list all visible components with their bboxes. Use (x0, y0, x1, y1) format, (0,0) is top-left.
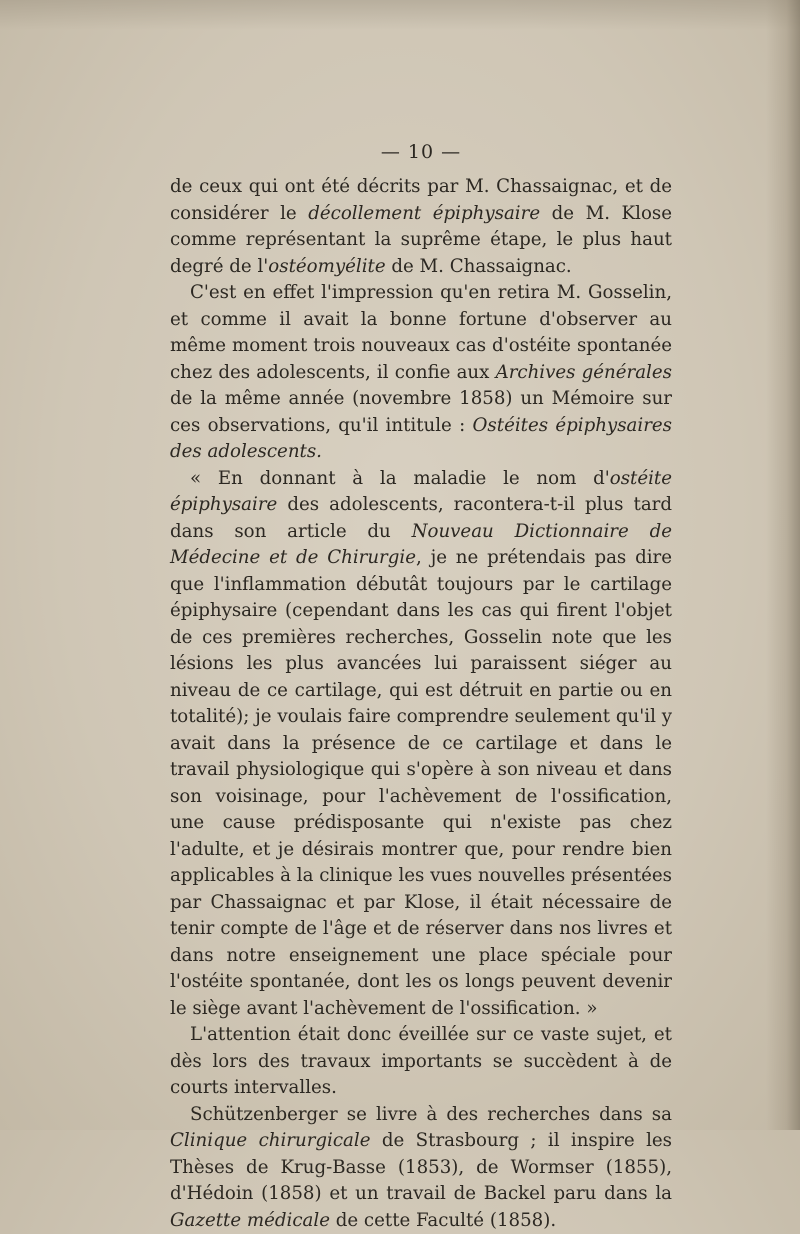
text-span: C'est en effet l'impression qu'en retira M. Gosselin, et comme il avait la bonne fortune d'observer au même moment trois nouveaux cas d'ostéite spontanée chez des adolescents, il confie aux (170, 282, 672, 383)
italic-term: ostéomyélite (268, 256, 385, 277)
text-span: de M. Chassaignac. (386, 256, 572, 277)
text-span: de la même année (novembre 1858) un Mémoire sur ces observations, qu'il intitule : (170, 388, 672, 436)
paragraph-1 (170, 174, 672, 280)
italic-term: Ostéites épiphysaires des adolescents. (170, 415, 672, 463)
italic-term: Clinique chirurgicale (170, 1130, 370, 1151)
text-span: de M. Klose comme représentant la suprême étape, le plus haut degré de l' (170, 203, 672, 277)
text-span: Schützenberger se livre à des recherches dans sa (190, 1104, 672, 1125)
italic-term: Gazette médicale (170, 1210, 330, 1231)
paper-edge-right (766, 0, 800, 1130)
text-span: L'attention était donc éveillée sur ce vaste sujet, et dès lors des travaux importants se succèdent à de courts intervalles. (170, 1024, 672, 1098)
paragraph-4 (170, 1022, 672, 1102)
paragraph-3-quote (170, 466, 672, 1023)
text-span: de ceux qui ont été décrits par M. Chassaignac, et de considérer le (170, 176, 672, 224)
paragraph-2 (170, 280, 672, 466)
text-span: des adolescents, racontera-t-il plus tard dans son article du (170, 494, 672, 542)
paper-edge-top (0, 0, 800, 30)
text-span: de Strasbourg ; il inspire les Thèses de Krug-Basse (1853), de Wormser (1855), d'Hédoin (1858) et un travail de Backel paru dans la (170, 1130, 672, 1204)
italic-term: Nouveau Dictionnaire de Médecine et de Chirurgie (170, 521, 672, 569)
paragraph-5 (170, 1102, 672, 1234)
page-body (170, 140, 672, 1234)
italic-term: Archives générales (496, 362, 672, 383)
italic-term: ostéite épiphysaire (170, 468, 672, 516)
page-number-header: — 10 — (170, 140, 672, 164)
text-span: de cette Faculté (1858). (330, 1210, 556, 1231)
text-span: « En donnant à la maladie le nom d' (190, 468, 610, 489)
text-span: , je ne prétendais pas dire que l'inflammation débutât toujours par le cartilage épiphysaire (cependant dans les cas qui firent l'objet de ces premières recherches, Gosselin note que les lésions les plus avancées lui paraissent siéger au niveau de ce cartilage, qui est détruit en partie ou en totalité); je voulais faire comprendre seulement qu'il y avait dans la présence de ce cartilage et dans le travail physiologique qui s'opère à son niveau et dans son voisinage, pour l'achèvement de l'ossification, une cause prédisposante qui n'existe pas chez l'adulte, et je désirais montrer que, pour rendre bien applicables à la clinique les vues nouvelles présentées par Chassaignac et par Klose, il était nécessaire de tenir compte de l'âge et de réserver dans nos livres et dans notre enseignement une place spéciale pour l'ostéite spontanée, dont les os longs peuvent devenir le siège avant l'achèvement de l'ossification. » (170, 547, 672, 1019)
italic-term: décollement épiphysaire (308, 203, 540, 224)
